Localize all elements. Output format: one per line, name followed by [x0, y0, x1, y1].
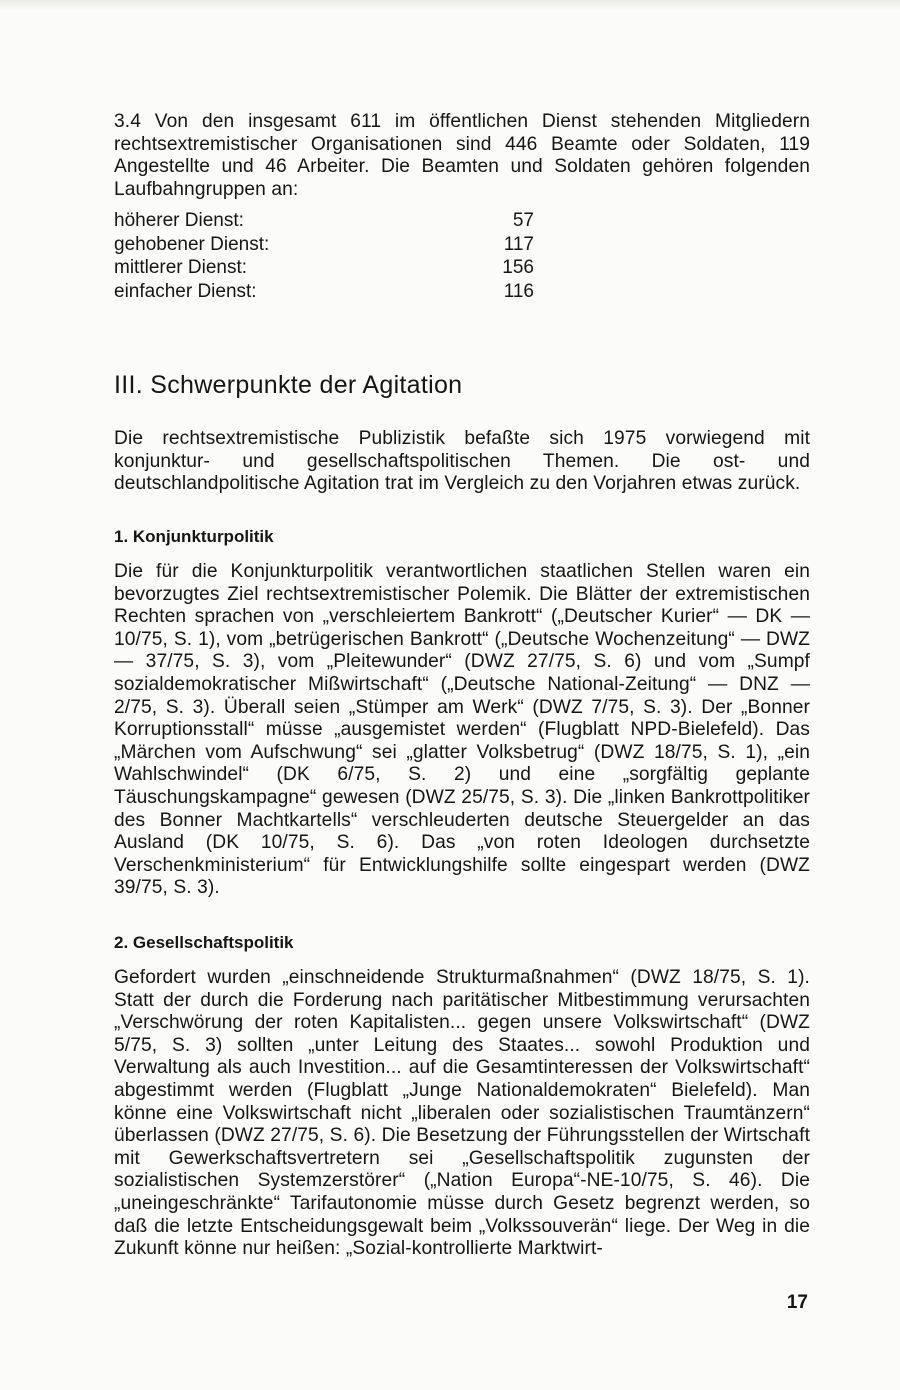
section-1-paragraph: Die für die Konjunkturpolitik verantwortlichen staatlichen Stellen waren ein bevorzugtes Ziel rechtsextremistischer Polemik. Die Blätter der extremistischen Rechten sprachen von „verschleiertem Bankrott“ („Deutscher Kurier“ — DK — 10/75, S. 1), vom „betrügerischen Bankrott“ („Deutsche Wochenzeitung“ — DWZ — 37/75, S. 3), vom „Pleitewunder“ (DWZ 27/75, S. 6) und vom „Sumpf sozialdemokratischer Mißwirtschaft“ („Deutsche National-Zeitung“ — DNZ — 2/75, S. 3). Überall seien „Stümper am Werk“ (DWZ 7/75, S. 3). Der „Bonner Korruptionsstall“ müsse „ausgemistet werden“ (Flugblatt NPD-Bielefeld). Das „Märchen vom Aufschwung“ sei „glatter Volksbetrug“ (DWZ 18/75, S. 1), „ein Wahlschwindel“ (DK 6/75, S. 2) und eine „sorgfältig geplante Täuschungskampagne“ gewesen (DWZ 25/75, S. 3). Die „linken Bankrottpolitiker des Bonner Machtkartells“ verschleuderten deutsche Steuergelder an das Ausland (DK 10/75, S. 6). Das „von roten Ideologen durchsetzte Verschenkministerium“ für Entwicklungshilfe sollte eingespart werden (DWZ 39/75, S. 3). [114, 561, 810, 899]
page-number: 17 [786, 1292, 808, 1313]
list-item [114, 233, 534, 257]
section-1 [114, 561, 810, 900]
list-item-label: einfacher Dienst: [114, 280, 257, 302]
list-item-value: 156 [502, 257, 534, 278]
list-item-value: 117 [503, 233, 534, 255]
chapter-intro-paragraph: Die rechtsextremistische Publizistik befaßte sich 1975 vorwiegend mit konjunktur- und gesellschaftspolitischen Themen. Die ost- und deutschlandpolitische Agitation trat im Vergleich zu den Vorjahren etwas zurück. [114, 428, 810, 495]
list-item-label: höherer Dienst: [114, 210, 244, 231]
list-item [114, 256, 534, 280]
section-2 [114, 967, 810, 1261]
list-item-value: 57 [512, 210, 534, 231]
laufbahngruppen-list [114, 209, 534, 303]
section-3-4-paragraph: 3.4 Von den insgesamt 611 im öffentlichen Dienst stehenden Mitgliedern rechtsextremistischer Organisationen sind 446 Beamte oder Soldaten, 119 Angestellte und 46 Arbeiter. Die Beamten und Soldaten gehören folgenden Laufbahngruppen an: [114, 111, 810, 200]
list-item [114, 209, 534, 233]
section-3-4 [114, 111, 810, 201]
section-2-paragraph: Gefordert wurden „einschneidende Strukturmaßnahmen“ (DWZ 18/75, S. 1). Statt der durch die Forderung nach paritätischer Mitbestimmung verursachten „Verschwörung der roten Kapitalisten... gegen unsere Volkswirtschaft“ (DWZ 5/75, S. 3) sollten „unter Leitung des Staates... sowohl Produktion und Verwaltung als auch Investition... auf die Gesamtinteressen der Volkswirtschaft“ abgestimmt werden (Flugblatt „Junge Nationaldemokraten“ Bielefeld). Man könne eine Volkswirtschaft nicht „liberalen oder sozialistischen Traumtänzern“ überlassen (DWZ 27/75, S. 6). Die Besetzung der Führungsstellen der Wirtschaft mit Gewerkschaftsvertretern sei „Gesellschaftspolitik zugunsten der sozialistischen Systemzerstörer“ („Nation Europa“-NE-10/75, S. 46). Die „uneingeschränkte“ Tarifautonomie müsse durch Gesetz begrenzt werden, so daß die letzte Entscheidungsgewalt beim „Volkssouverän“ liege. Der Weg in die Zukunft könne nur heißen: „Sozial-kontrollierte Marktwirt- [114, 967, 810, 1260]
section-2-heading: 2. Gesellschaftspolitik [114, 933, 294, 952]
list-item-label: mittlerer Dienst: [114, 257, 248, 278]
list-item-value: 116 [503, 280, 534, 302]
chapter-title: III. Schwerpunkte der Agitation [114, 371, 463, 399]
chapter-intro [114, 428, 810, 496]
scan-edge-shading [0, 0, 900, 10]
list-item [114, 280, 534, 304]
section-1-heading: 1. Konjunkturpolitik [114, 527, 274, 546]
list-item-label: gehobener Dienst: [114, 233, 270, 255]
